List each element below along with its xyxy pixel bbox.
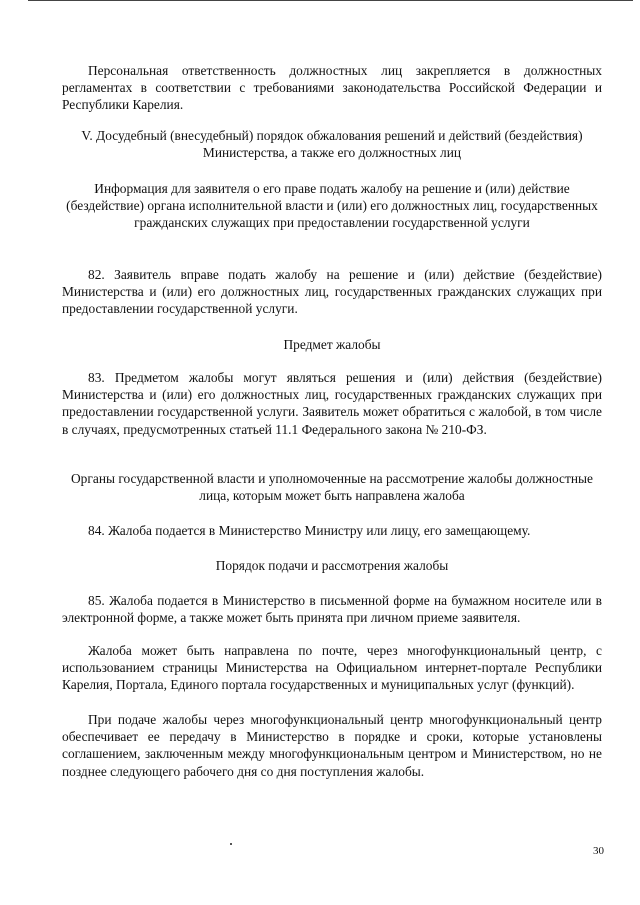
paragraph-85-mfc: При подаче жалобы через многофункциональный центр многофункциональный центр обеспечивает ее передачу в Министерство в порядке и сроки, которые установлены соглашением, заключенным между многофункциональным центром и Министерством, но не позднее следующего рабочего дня со дня поступления жалобы. — [62, 712, 602, 779]
paragraph-83: 83. Предметом жалобы могут являться решения и (или) действия (бездействие) Министерства и (или) его должностных лиц, государственных гражданских служащих при предоставлении государственной услуги. Заявитель может обратиться с жалобой, в том числе в случаях, предусмотренных статьей 11.1 Федерального закона № 210-ФЗ. — [62, 370, 602, 437]
scan-speck — [230, 843, 232, 845]
organs-heading: Органы государственной власти и уполномоченные на рассмотрение жалобы должностные лица, которым может быть направлена жалоба — [71, 471, 593, 504]
top-border-line — [28, 0, 633, 1]
info-heading: Информация для заявителя о его праве подать жалобу на решение и (или) действие (бездействие) органа исполнительной власти и (или) его должностных лиц, государственных гражданских служащих при предоставлении государственной услуги — [66, 181, 598, 231]
subject-heading: Предмет жалобы — [283, 337, 381, 352]
paragraph-85: 85. Жалоба подается в Министерство в письменной форме на бумажном носителе или в электронной форме, а также может быть принята при личном приеме заявителя. — [62, 593, 602, 626]
procedure-heading: Порядок подачи и рассмотрения жалобы — [215, 558, 449, 573]
paragraph-84: 84. Жалоба подается в Министерство Министру или лицу, его замещающему. — [88, 523, 531, 538]
section-heading: V. Досудебный (внесудебный) порядок обжалования решений и действий (бездействия) Министерства, а также его должностных лиц — [81, 128, 583, 161]
paragraph-82: 82. Заявитель вправе подать жалобу на решение и (или) действие (бездействие) Министерства и (или) его должностных лиц, государственных гражданских служащих при предоставлении государственной услуги. — [62, 267, 602, 317]
paragraph-85-mail: Жалоба может быть направлена по почте, через многофункциональный центр, с использованием страницы Министерства на Официальном интернет-портале Республики Карелия, Портала, Единого портала государственных и муниципальных услуг (функций). — [62, 643, 602, 693]
paragraph-responsibility: Персональная ответственность должностных лиц закрепляется в должностных регламентах в соответствии с требованиями законодательства Российской Федерации и Республики Карелия. — [62, 63, 602, 113]
page-number: 30 — [593, 845, 604, 857]
